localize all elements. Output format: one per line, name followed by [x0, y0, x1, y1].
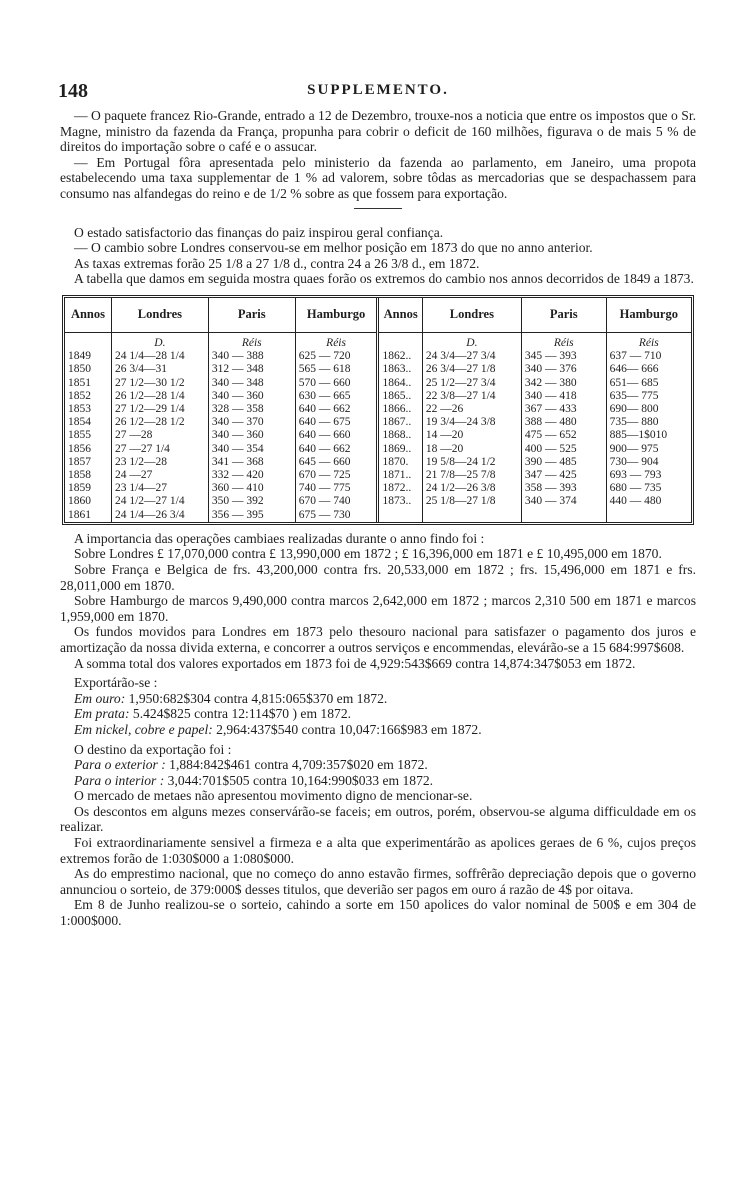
- exports-list: [60, 691, 696, 738]
- table-cell: 1870.: [378, 456, 422, 469]
- units-row: [65, 332, 691, 350]
- header-hamburgo: Hamburgo: [606, 298, 691, 333]
- header-hamburgo: Hamburgo: [295, 298, 378, 333]
- table-cell: 1849: [65, 350, 111, 363]
- unit-cell: Réis: [208, 332, 295, 350]
- table-cell: 360 — 410: [208, 482, 295, 495]
- table-cell: 1860: [65, 495, 111, 508]
- table-cell: 24 —27: [111, 469, 208, 482]
- unit-cell: [65, 332, 111, 350]
- table-cell: 21 7/8—25 7/8: [422, 469, 521, 482]
- table-cell: 637 — 710: [609, 350, 662, 363]
- table-cell: 341 — 368: [208, 456, 295, 469]
- unit-cell: Réis: [295, 332, 378, 350]
- table-cell: 1869..: [378, 443, 422, 456]
- table-cell: 22 3/8—27 1/4: [422, 390, 521, 403]
- table-row: [65, 416, 691, 429]
- table-cell: 340 — 360: [208, 429, 295, 442]
- table-row: [65, 482, 691, 495]
- destino-item-interior: Para o interior : 3,044:701$505 contra 10,164:990$033 em 1872.: [74, 772, 434, 788]
- table-row: [65, 429, 691, 442]
- exchange-rates-table: [62, 295, 694, 525]
- paragraph-londres: Sobre Londres £ 17,070,000 contra £ 13,990,000 em 1872 ; £ 16,396,000 em 1871 e £ 10,495,000 em 1870.: [74, 546, 662, 562]
- table-cell: 26 3/4—31: [111, 363, 208, 376]
- table-cell: 693 — 793: [609, 468, 662, 481]
- header-annos: Annos: [65, 298, 111, 333]
- section-divider: [354, 208, 402, 209]
- header-paris: Paris: [521, 298, 606, 333]
- table-cell: 26 1/2—28 1/4: [111, 390, 208, 403]
- table-cell: 1854: [65, 416, 111, 429]
- table-cell: 475 — 652: [521, 429, 606, 442]
- paragraph-taxas-extremas: As taxas extremas forão 25 1/8 a 27 1/8 d., contra 24 a 26 3/8 d., em 1872.: [74, 255, 480, 271]
- table-cell: 24 1/2—27 1/4: [111, 495, 208, 508]
- table-cell: 640 — 660: [295, 429, 378, 442]
- table-cell: 1862..: [378, 350, 422, 363]
- table-row: [65, 495, 691, 508]
- table-cell: 690— 800: [609, 402, 659, 415]
- table-cell: 1855: [65, 429, 111, 442]
- paragraph-hamburgo: Sobre Hamburgo de marcos 9,490,000 contra marcos 2,642,000 em 1872 ; marcos 2,310 500 em 1871 e marcos 1,959,000 em 1870.: [60, 593, 696, 624]
- table-cell: 1866..: [378, 403, 422, 416]
- table-cell: 400 — 525: [521, 443, 606, 456]
- running-title: SUPPLEMENTO.: [307, 82, 449, 98]
- table-cell: 27 —28: [111, 429, 208, 442]
- table-cell: 19 3/4—24 3/8: [422, 416, 521, 429]
- table-cell: 350 — 392: [208, 495, 295, 508]
- table-cell: 345 — 393: [521, 350, 606, 363]
- table-cell: 390 — 485: [521, 456, 606, 469]
- table-cell: 740 — 775: [295, 482, 378, 495]
- table-cell: 388 — 480: [521, 416, 606, 429]
- paragraph-importancia: A importancia das operações cambiaes realizadas durante o anno findo foi :: [74, 530, 485, 546]
- table-cell: [378, 509, 422, 522]
- table-cell: 645 — 660: [295, 456, 378, 469]
- table-row: [65, 443, 691, 456]
- table-row: [65, 456, 691, 469]
- table-cell: 25 1/2—27 3/4: [422, 377, 521, 390]
- table-cell: 340 — 374: [521, 495, 606, 508]
- table-cell: [606, 509, 691, 522]
- table-cell: 1863..: [378, 363, 422, 376]
- header-londres: Londres: [111, 298, 208, 333]
- table-row: [65, 350, 691, 363]
- paragraph-franca: Sobre França e Belgica de frs. 43,200,000 contra frs. 20,533,000 em 1872 ; frs. 15,496,000 em 1871 e frs. 28,011,000 em 1870.: [60, 561, 696, 593]
- table-row: [65, 363, 691, 376]
- table-cell: 22 —26: [422, 403, 521, 416]
- table-cell: 26 3/4—27 1/8: [422, 363, 521, 376]
- table-cell: 646— 666: [609, 363, 659, 376]
- paragraph-financas: O estado satisfactorio das finanças do paiz inspirou geral confiança.: [74, 224, 444, 240]
- paragraph-apolices: Foi extraordinariamente sensivel a firmeza e a alta que experimentárão as apolices geraes de 6 %, cujos preços extremos forão de 1:030$000 a 1:080$000.: [60, 835, 696, 866]
- destino-heading: O destino da exportação foi :: [74, 741, 232, 757]
- table-cell: 440 — 480: [609, 495, 662, 508]
- table-cell: [521, 509, 606, 522]
- table-cell: 570 — 660: [295, 377, 378, 390]
- table-cell: 1850: [65, 363, 111, 376]
- table-cell: 340 — 348: [208, 377, 295, 390]
- paragraph-descontos: Os descontos em alguns mezes conservárão-se faceis; em outros, porém, observou-se alguma difficuldade em os realizar.: [60, 803, 696, 835]
- unit-cell: D.: [422, 332, 521, 350]
- paragraph-emprestimo: As do emprestimo nacional, que no começo do anno estavão firmes, soffrêrão depreciação depois que o governo annunciou o sorteio, de 379:000$ desses titulos, que deverião ser pagos em ouro á razão de 4$ por oitava.: [60, 866, 696, 897]
- table-cell: 24 1/2—26 3/8: [422, 482, 521, 495]
- paragraph-somma: A somma total dos valores exportados em 1873 foi de 4,929:543$669 contra 14,874:347$053 em 1872.: [74, 655, 636, 671]
- table-cell: 1859: [65, 482, 111, 495]
- export-item-prata: Em prata: 5.424$825 contra 12:114$70 ) em 1872.: [74, 706, 352, 722]
- header-londres: Londres: [422, 298, 521, 333]
- destinos-list: [60, 757, 696, 788]
- table-body: [65, 332, 691, 521]
- table-cell: 640 — 662: [295, 443, 378, 456]
- destino-item-exterior: Para o exterior : 1,884:842$461 contra 4,709:357$020 em 1872.: [74, 757, 428, 773]
- table-cell: 1871..: [378, 469, 422, 482]
- table-cell: 900— 975: [609, 442, 659, 455]
- unit-cell: Réis: [521, 332, 606, 350]
- table-cell: 367 — 433: [521, 403, 606, 416]
- table-row: [65, 390, 691, 403]
- table-cell: 14 —20: [422, 429, 521, 442]
- table-cell: 630 — 665: [295, 390, 378, 403]
- paragraph-cambio-londres: — O cambio sobre Londres conservou-se em melhor posição em 1873 do que no anno anterior.: [74, 240, 593, 256]
- table-cell: 1864..: [378, 377, 422, 390]
- table-header-row: [65, 298, 691, 333]
- table-cell: 340 — 388: [208, 350, 295, 363]
- table-cell: 27 1/2—30 1/2: [111, 377, 208, 390]
- table-cell: 340 — 418: [521, 390, 606, 403]
- unit-cell: [378, 332, 422, 350]
- table-cell: 1851: [65, 377, 111, 390]
- unit-cell: Réis: [638, 336, 659, 349]
- table-cell: 332 — 420: [208, 469, 295, 482]
- paragraph-fundos: Os fundos movidos para Londres em 1873 pelo thesouro nacional para satisfazer o pagamento dos juros e amortização da nossa divida externa, e concorrer a outros serviços e encommendas, elevárão-se a 15 684:997$608.: [60, 624, 696, 655]
- table-cell: 27 1/2—29 1/4: [111, 403, 208, 416]
- table-cell: 1872..: [378, 482, 422, 495]
- table-cell: 24 1/4—26 3/4: [111, 509, 208, 522]
- page-number: 148: [58, 80, 88, 102]
- table-cell: 27 —27 1/4: [111, 443, 208, 456]
- exportaram-heading: Exportárão-se :: [74, 675, 158, 691]
- unit-cell: D.: [111, 332, 208, 350]
- table-cell: 347 — 425: [521, 469, 606, 482]
- exchange-table: [65, 298, 691, 522]
- table-cell: 340 — 376: [521, 363, 606, 376]
- table-cell: 23 1/2—28: [111, 456, 208, 469]
- table-cell: 1865..: [378, 390, 422, 403]
- export-item-nickel: Em nickel, cobre e papel: 2,964:437$540 contra 10,047:166$983 em 1872.: [74, 721, 482, 737]
- table-cell: 640 — 675: [295, 416, 378, 429]
- page-header: [60, 80, 696, 108]
- paragraph-tabella-intro: A tabella que damos em seguida mostra quaes forão os extremos do cambio nos annos decorridos de 1849 a 1873.: [74, 271, 694, 287]
- paragraph-portugal: — Em Portugal fôra apresentada pelo ministerio da fazenda ao parlamento, em Janeiro, uma propota estabelecendo uma taxa supplementar de 1 % ad valorem, sobre tôdas as mercadorias que se despachassem para consumo nas alfandegas do reino e de 1/2 % sobre as que fossem para exportação.: [60, 154, 696, 201]
- table-cell: 19 5/8—24 1/2: [422, 456, 521, 469]
- table-cell: 24 3/4—27 3/4: [422, 350, 521, 363]
- header-paris: Paris: [208, 298, 295, 333]
- document-page: [60, 80, 696, 929]
- table-cell: 625 — 720: [295, 350, 378, 363]
- table-cell: 358 — 393: [521, 482, 606, 495]
- paragraph-sorteio: Em 8 de Junho realizou-se o sorteio, cahindo a sorte em 150 apolices do valor nominal de 500$ e em 304 de 1:000$000.: [60, 897, 696, 929]
- table-cell: 675 — 730: [295, 509, 378, 522]
- table-cell: 356 — 395: [208, 509, 295, 522]
- table-cell: 1852: [65, 390, 111, 403]
- export-item-ouro: Em ouro: 1,950:682$304 contra 4,815:065$370 em 1872.: [74, 690, 388, 706]
- table-row: [65, 469, 691, 482]
- table-cell: 730— 904: [609, 455, 659, 468]
- table-cell: 26 1/2—28 1/2: [111, 416, 208, 429]
- table-cell: 24 1/4—28 1/4: [111, 350, 208, 363]
- table-row: [65, 377, 691, 390]
- table-cell: 340 — 370: [208, 416, 295, 429]
- table-cell: 328 — 358: [208, 403, 295, 416]
- table-cell: 735— 880: [609, 416, 659, 429]
- table-cell: 25 1/8—27 1/8: [422, 495, 521, 508]
- table-cell: [422, 509, 521, 522]
- table-cell: 680 — 735: [609, 482, 662, 495]
- paragraph-paquete: — O paquete francez Rio-Grande, entrado a 12 de Dezembro, trouxe-nos a noticia que entre os impostos que o Sr. Magne, ministro da fazenda da França, propunha para cobrir o deficit de 160 milhões, figurava o de mais 5 % de direitos do importação sobre o café e o assucar.: [60, 108, 696, 155]
- header-annos: Annos: [378, 298, 422, 333]
- table-cell: 1861: [65, 509, 111, 522]
- table-cell: 23 1/4—27: [111, 482, 208, 495]
- paragraph-metaes: O mercado de metaes não apresentou movimento digno de mencionar-se.: [74, 788, 473, 804]
- table-row: [65, 403, 691, 416]
- table-row: [65, 509, 691, 522]
- table-cell: 565 — 618: [295, 363, 378, 376]
- table-cell: 1867..: [378, 416, 422, 429]
- table-cell: 1857: [65, 456, 111, 469]
- table-cell: 640 — 662: [295, 403, 378, 416]
- table-cell: 342 — 380: [521, 377, 606, 390]
- table-cell: 1856: [65, 443, 111, 456]
- table-cell: 885—1$010: [609, 429, 668, 442]
- table-cell: 340 — 354: [208, 443, 295, 456]
- table-cell: 651— 685: [609, 376, 659, 389]
- table-cell: 18 —20: [422, 443, 521, 456]
- table-cell: 670 — 740: [295, 495, 378, 508]
- table-cell: 340 — 360: [208, 390, 295, 403]
- table-cell: 635— 775: [609, 389, 659, 402]
- table-cell: 1873..: [378, 495, 422, 508]
- table-cell: 312 — 348: [208, 363, 295, 376]
- table-cell: 1868..: [378, 429, 422, 442]
- table-cell: 1858: [65, 469, 111, 482]
- table-cell: 670 — 725: [295, 469, 378, 482]
- table-cell: 1853: [65, 403, 111, 416]
